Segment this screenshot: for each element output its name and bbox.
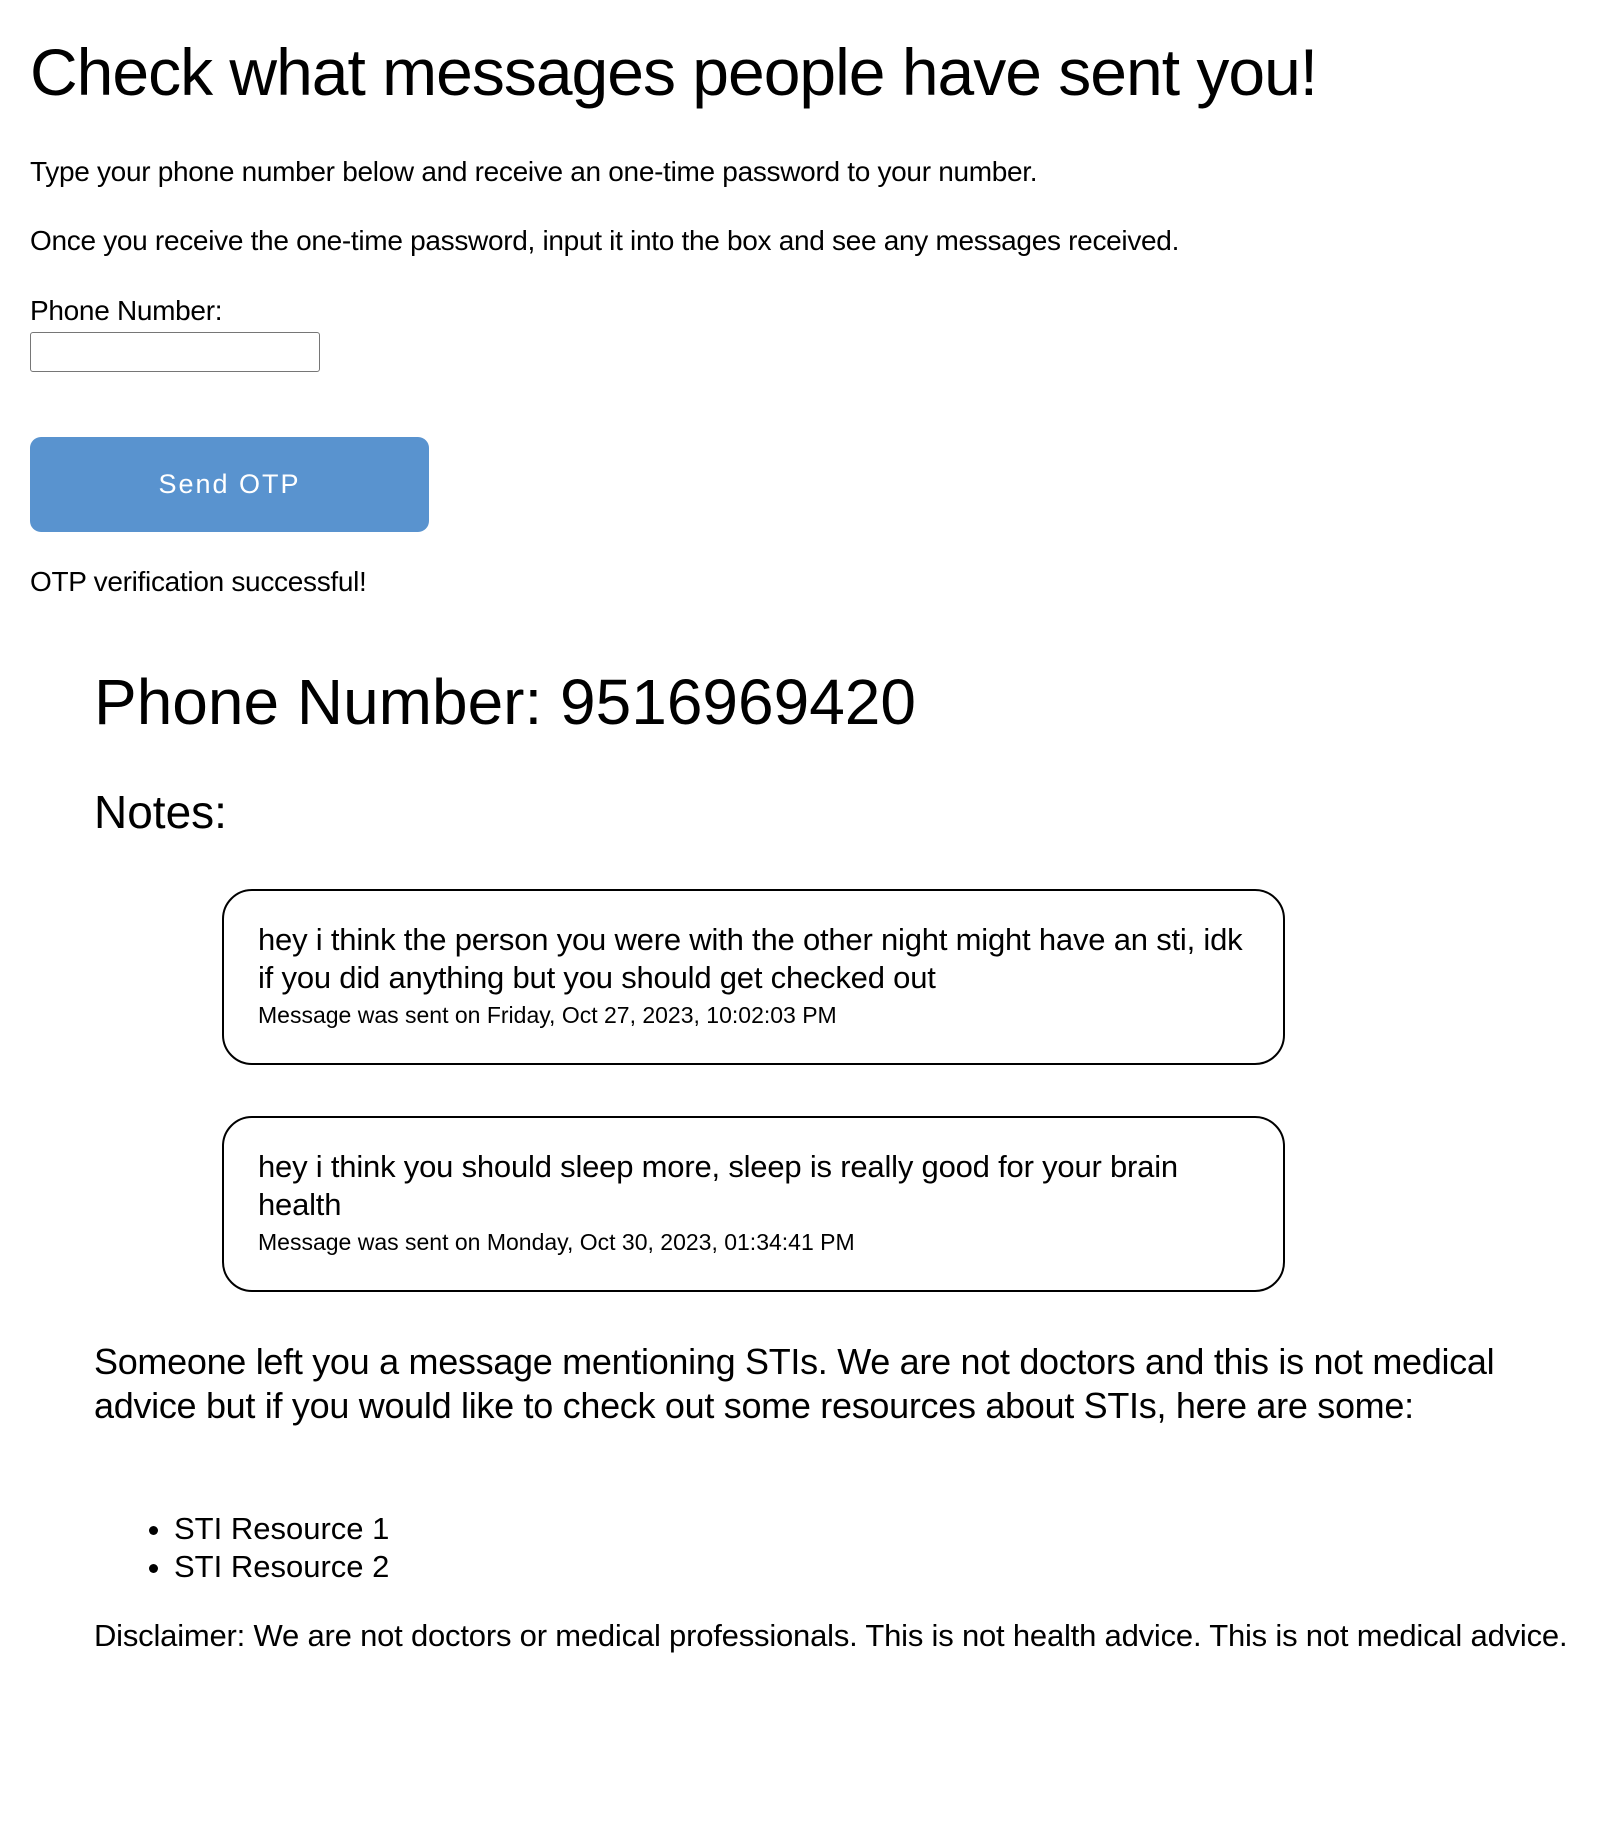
intro-text-1: Type your phone number below and receive an one-time password to your number. [30,156,1038,187]
message-card [222,1116,1285,1292]
phone-number-heading: Phone Number: 9516969420 [94,666,916,738]
intro-text-2: Once you receive the one-time password, input it into the box and see any messages received. [30,225,1180,256]
message-timestamp: Message was sent on Monday, Oct 30, 2023, 01:34:41 PM [258,1229,855,1255]
disclaimer-text: Disclaimer: We are not doctors or medical professionals. This is not health advice. This is not medical advice. [94,1618,1568,1653]
phone-number-input[interactable] [30,332,320,372]
sti-resource-list [94,1510,389,1586]
sti-resource-item[interactable]: • STI Resource 2 [174,1548,389,1586]
otp-status-message: OTP verification successful! [30,566,367,597]
message-card [222,889,1285,1065]
message-timestamp: Message was sent on Friday, Oct 27, 2023, 10:02:03 PM [258,1002,837,1028]
sti-resource-item[interactable]: • STI Resource 1 [174,1510,389,1548]
phone-number-label: Phone Number: [30,295,223,326]
message-text: hey i think you should sleep more, sleep is really good for your brain health [258,1149,1178,1222]
message-text: hey i think the person you were with the other night might have an sti, idk if you did anything but you should get checked out [258,922,1243,995]
sti-notice: Someone left you a message mentioning STIs. We are not doctors and this is not medical advice but if you would like to check out some resources about STIs, here are some: [94,1341,1495,1426]
notes-heading: Notes: [94,786,227,838]
send-otp-button[interactable]: Send OTP [30,437,429,532]
page-title: Check what messages people have sent you! [30,35,1318,109]
